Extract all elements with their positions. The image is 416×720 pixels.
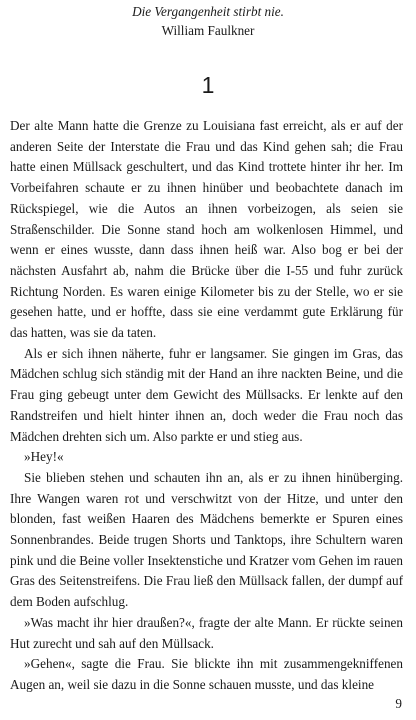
page-number: 9: [395, 696, 402, 711]
chapter-number: 1: [201, 72, 215, 98]
paragraph: »Gehen«, sagte die Frau. Sie blickte ihn mit zusammengekniffenen Augen an, weil sie dazu in die Sonne schauen musste, und das kleine: [10, 656, 403, 692]
epigraph: [0, 2, 416, 40]
epigraph-quote: Die Vergangenheit stirbt nie.: [132, 4, 284, 19]
paragraph: Sie blieben stehen und schauten ihn an, als er zu ihnen hinüberging. Ihre Wangen waren rot und verschwitzt von der Hitze, und unter den blonden, fast weißen Haaren des Mädchens bemerkte er Spuren eines Sonnenbrandes. Beide trugen Shorts und Tanktops, ihre Schultern waren pink und die Beine voller Insektenstiche und Kratzer vom Gehen im rauen Gras des Seitenstreifens. Die Frau ließ den Müllsack fallen, der dumpf auf dem Boden aufschlug.: [10, 469, 403, 610]
paragraph: »Hey!«: [24, 449, 64, 465]
paragraph: Als er sich ihnen näherte, fuhr er langsamer. Sie gingen im Gras, das Mädchen schlug sich ständig mit der Hand an ihre nackten Beine, und die Frau ging gebeugt unter dem Gewicht des Müllsacks. Er lenkte auf den Randstreifen und hielt hinter ihnen an, doch weder die Frau noch das Mädchen drehten sich um. Also parkte er und stieg aus.: [10, 345, 403, 444]
paragraph: Der alte Mann hatte die Grenze zu Louisiana fast erreicht, als er auf der anderen Seite der Interstate die Frau und das Kind gehen sah; die Frau hatte einen Müllsack geschultert, und das Kind trottete hinter ihr her. Im Vorbeifahren schaute er zu ihnen hinüber und beobachtete danach im Rückspiegel, wie die Autos an ihnen vorbeizogen, als seien sie Straßenschilder. Die Sonne stand hoch am wolkenlosen Himmel, und wenn er eines wusste, dann dass ihnen heiß war. Also bog er bei der nächsten Ausfahrt ab, nahm die Brücke über die I-55 und fuhr zurück Richtung Norden. Es waren einige Kilometer bis zu der Stelle, wo er sie gesehen hatte, und er hoffte, dass sie eine verdammt gute Erklärung für das hatten, was sie da taten.: [10, 118, 403, 341]
epigraph-author: William Faulkner: [161, 23, 255, 38]
body-text: [10, 116, 403, 696]
paragraph: »Was macht ihr hier draußen?«, fragte der alte Mann. Er rückte seinen Hut zurecht und sah auf den Müllsack.: [10, 614, 403, 651]
